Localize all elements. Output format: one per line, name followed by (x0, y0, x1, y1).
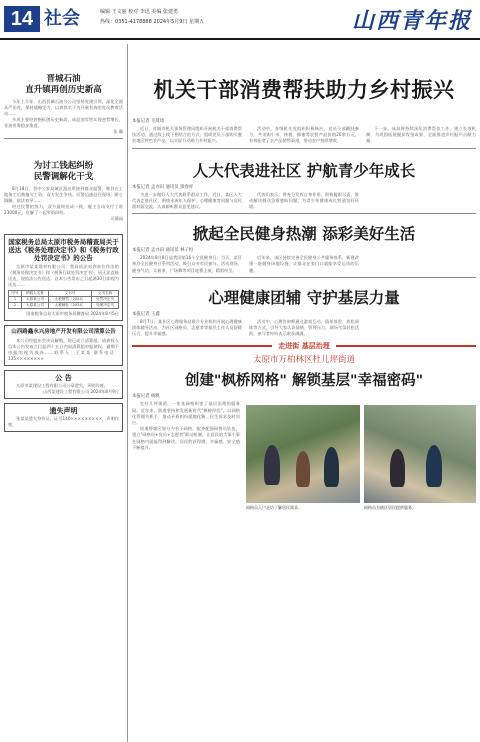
tax-notice-table (8, 290, 119, 309)
section-title: 社会 (44, 8, 80, 29)
paragraph: 活动中，各级机关党组织积极响应，党员干部踊跃参与，共采购小米、核桃、蜂蜜等农特产品价值20余万元，有效拓宽了农产品销售渠道，带动农户持续增收。 (249, 126, 359, 144)
left-story-1-title-1: 晋城石油 (46, 74, 81, 84)
paragraph: 8月7日，某社区心理服务站联合专业机构开展心理健康团体辅导活动，为社区网格员、志愿者等基层工作人员舒缓压力、提升幸福感。 (132, 318, 242, 337)
main-story-1-byline: 本报记者 毛琦琦 (132, 119, 165, 124)
photo-residents (246, 405, 360, 503)
paragraph: 近年来，该区持续完善全民健身公共服务体系，新建改建一批健身场地设施，让群众在家门口就能享受运动的乐趣。 (249, 255, 359, 273)
lost-notice-body: 张某某遗失身份证，证号140×××××××××，声明作废。 (8, 416, 119, 427)
paragraph: 在杜儿坪街道，一张张网格织密了基层治理的服务网。近年来，街道坚持和发展新时代"枫桥经验"，以网格化管理为抓手，推动矛盾纠纷就地化解、民生诉求及时回应。 (132, 401, 240, 426)
public-notice-body: 太原市某建设工程有限公司公章遗失，声明作废。 (16, 383, 109, 388)
photo-caption-right: 网格员为辖区居民提供服务。 (364, 505, 416, 511)
liquidation-notice-title: 山西路鑫永兴房地产开发有限公司清算公告 (11, 329, 116, 335)
lost-notice-title: 遗失声明 (49, 407, 78, 415)
main-story-4 (132, 286, 476, 338)
main-story-1 (132, 74, 476, 145)
divider (132, 148, 476, 149)
main-story-3-body (132, 255, 476, 274)
paragraph: 代表们表示，将充分发挥自身作用，积极履职尽责，推动解决群众急难愁盼问题，为青少年健康成长营造良好环境。 (249, 191, 359, 210)
paragraph: 为进一步做好人大代表联系群众工作，近日，某区人大代表走进社区，围绕未成年人保护、心理健康等问题与居民面对面交流，认真倾听群众意见建议。 (132, 191, 242, 210)
phone-line: 热线：0351-4178888 2024年5月9日 星期五 (100, 19, 205, 25)
divider (132, 213, 476, 214)
main-story-5-subhead: 太原市万柏林区杜儿坪街道 (252, 355, 355, 366)
left-story-1-paragraph: 今年上半年，山西晋城石油分公司坚持党建引领，深化全面从严治党，保持战略定力，以真抓实干为开展有效的党员教育活动…… (4, 99, 123, 116)
left-story-2-title-1: 为讨工钱起纠纷 (33, 161, 94, 171)
lost-notice (4, 403, 123, 432)
person-figure (296, 451, 310, 487)
main-story-4-body (132, 319, 476, 338)
public-notice-footer: 山西某建设工程有限公司 2024年8月9日 (43, 389, 119, 394)
table-row: 序号 纳税人名称 文书号 文书名称 (9, 291, 119, 297)
public-notice (4, 370, 123, 399)
main-story-4-byline: 本报记者 王鑫 (132, 311, 160, 317)
newspaper-logo: 山西青年报 (351, 8, 472, 34)
left-story-1 (4, 74, 123, 135)
person-figure (426, 445, 442, 487)
left-column (0, 44, 128, 742)
main-story-4-headline: 心理健康团辅 守护基层力量 (208, 288, 400, 307)
public-notice-title: 公 告 (55, 374, 72, 382)
tax-notice (4, 234, 123, 321)
left-story-2-paragraph: 经过民警的努力，双方最终达成一致，雇主当场支付工资23000元，化解了一起劳资纠纷。 (4, 204, 123, 215)
divider (4, 138, 123, 139)
paragraph: 下一步，该局将持续深化消费帮扶工作，建立长效机制，为巩固拓展脱贫攻坚成果、全面推进乡村振兴贡献力量。 (366, 126, 476, 144)
person-figure (390, 449, 405, 487)
left-story-2 (4, 161, 123, 222)
tax-notice-title: 国家税务总局太原市税务局稽查局关于送达《税务处理决定书》和《税务行政处罚决定书》的公告 (8, 238, 119, 262)
main-story-5-layout (132, 401, 476, 551)
editors-line: 编辑 王文丽 校对 李迅 美编 张建勇 (100, 9, 178, 15)
paragraph: 2024年8月8日是我国第16个全民健身日。当天，某区举办全民健身日系列活动，吸引众多市民参与。活动现场，健身气功、太极拳、广场舞等项目轮番上演，精彩纷呈。 (132, 255, 242, 273)
main-story-5-byline: 本报记者 杨帆 (132, 394, 160, 400)
left-story-1-title-2: 直升镇再创历史新高 (25, 85, 102, 95)
main-story-2 (132, 159, 476, 211)
table-row: 2 太原某公司 太税稽处〔2024〕 处理决定书 (9, 303, 119, 309)
banner-kicker: 走进街 基层治理 (278, 342, 330, 351)
liquidation-notice (4, 325, 123, 366)
page-number: 14 (4, 6, 40, 32)
main-story-2-byline: 本报记者 孟亦田 通讯员 梁春祥 (132, 184, 194, 190)
liquidation-notice-body: 本公司经股东会决议解散，现已成立清算组，请债权人自本公告发布之日起四十五日内向清算组申报债权，逾期不申报的视为放弃……联系人：王某某 联系电话：135×××××××× (8, 338, 119, 361)
main-story-2-body (132, 192, 476, 211)
main-column (132, 44, 476, 742)
main-story-3-headline: 掀起全民健身热潮 添彩美好生活 (192, 225, 416, 244)
main-story-2-headline: 人大代表进社区 护航青少年成长 (192, 161, 416, 180)
person-figure (324, 447, 339, 487)
photo-caption-left: 网格员入户走访了解居民需求。 (246, 505, 302, 511)
paragraph: 活动中，心理咨询师通过游戏互动、情景体验、放松训练等方式，引导大家认识情绪、管理压力，现场气氛轻松活跃，参与者纷纷表示收获满满。 (249, 318, 359, 337)
main-story-1-body (132, 126, 476, 145)
main-story-3 (132, 222, 476, 274)
left-story-2-title-2: 民警调解化干戈 (33, 172, 94, 182)
tax-notice-footer: 国家税务总局太原市税务局稽查局 2024年8月5日 (26, 311, 119, 316)
left-story-1-paragraph: 多项主要经营指标创历史新高，成品油零售实现逆势增长，非油业务稳步推进。 (4, 117, 123, 128)
banner-rule (336, 345, 476, 347)
photo-grid-service (364, 405, 476, 503)
person-figure (264, 445, 280, 485)
main-story-5-headline: 创建"枫桥网格" 解锁基层"幸福密码" (184, 373, 424, 390)
main-story-3-byline: 本报记者 孟亦田 通讯员 林子恒 (132, 248, 194, 254)
tax-notice-body: 太原市某某建材有限公司：我局依法对你单位作出的《税务处理决定书》和《税务行政处罚决定书》，因无法直接送达，现依法公告送达。自本公告发布之日起满30日即视为送达…… (8, 264, 119, 287)
main-story-5 (132, 341, 476, 551)
banner-rule (132, 345, 272, 347)
masthead (0, 0, 480, 40)
section-banner (132, 341, 476, 351)
divider (132, 277, 476, 278)
left-story-2-signature: 司静园 (110, 216, 123, 221)
paragraph: 街道将辖区划分为若干网格，配齐配强网格员队伍，建立"网格员+党员+志愿者"联动机制，让居民的大事小事在网格内就能得到解决，居民的获得感、幸福感、安全感不断提升。 (132, 426, 240, 450)
table-row: 1 太原某公司 太税稽罚〔2024〕 处罚决定书 (9, 297, 119, 303)
paragraph: 近日，晋城市机关事务管理局组织开展机关干部消费帮扶活动，通过线上线下相结合的方式，组织党员干部购买脱贫地区特色农产品，以实际行动助力乡村振兴。 (132, 126, 242, 144)
left-story-2-paragraph: 8月18日，晋中公安局城区派出所接到群众报警，称其在工地务工后被拖欠工资，双方发生争执。民警迅速赶往现场，耐心调解，依法劝导…… (4, 186, 123, 203)
left-story-1-signature: 张 璐 (113, 129, 123, 134)
main-story-5-body (132, 401, 240, 551)
main-story-1-headline: 机关干部消费帮扶助力乡村振兴 (153, 78, 455, 102)
